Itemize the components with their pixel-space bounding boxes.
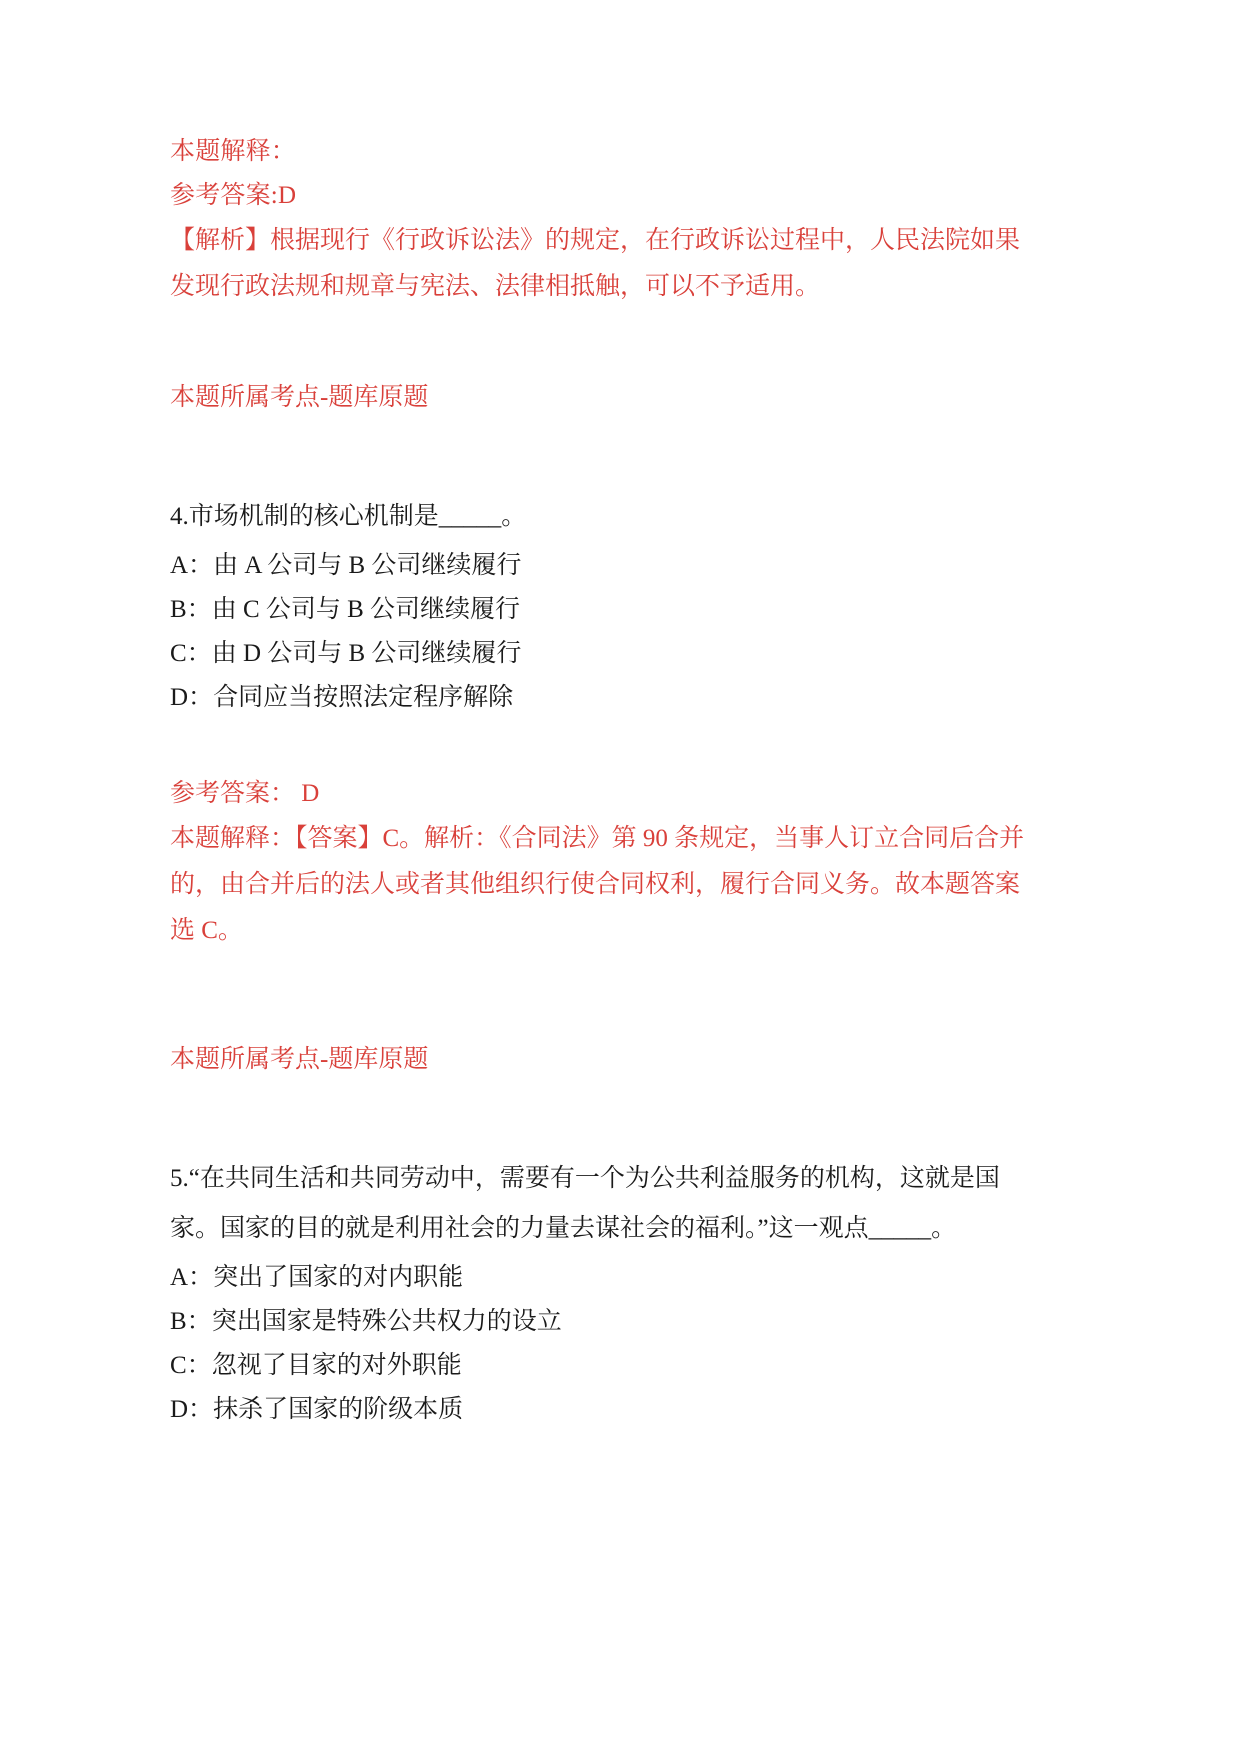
question-4-explanation-line-2: 的，由合并后的法人或者其他组织行使合同权利，履行合同义务。故本题答案 (170, 871, 1021, 898)
option-label-b: B： (170, 596, 212, 623)
source-tag-top: 本题所属考点-题库原题 (170, 384, 429, 411)
option-label-d: D： (170, 684, 214, 711)
option-label-c: C： (170, 1352, 212, 1379)
option-text-b: 突出国家是特殊公共权力的设立 (211, 1308, 562, 1335)
question-4-explanation-line-3: 选 C。 (170, 917, 243, 944)
question-4-option-d (170, 676, 1070, 720)
option-text-d: 抹杀了国家的阶级本质 (213, 1396, 464, 1423)
question-4-explanation-line-1: 本题解释：【答案】C。解析：《合同法》第 90 条规定，当事人订立合同后合并 (170, 825, 1025, 852)
explanation-block-top (170, 130, 1070, 420)
analysis-line-2: 发现行政法规和规章与宪法、法律相抵触，可以不予适用。 (170, 273, 821, 300)
question-4-stem: 4.市场机制的核心机制是_____。 (170, 503, 527, 530)
question-4-option-b (170, 588, 1070, 632)
question-4-answer: 参考答案： D (170, 780, 320, 807)
question-5-stem-line-2: 家。国家的目的就是利用社会的力量去谋社会的福利。”这一观点_____。 (170, 1215, 957, 1242)
option-text-c: 忽视了目家的对外职能 (211, 1352, 462, 1379)
option-text-d: 合同应当按照法定程序解除 (213, 684, 514, 711)
reference-answer-label: 参考答案:D (170, 182, 297, 209)
analysis-line-1: 【解析】根据现行《行政诉讼法》的规定，在行政诉讼过程中，人民法院如果 (170, 227, 1021, 254)
question-5-stem-line-1: 5.“在共同生活和共同劳动中，需要有一个为公共利益服务的机构，这就是国 (170, 1165, 1000, 1192)
option-label-d: D： (170, 1396, 214, 1423)
explanation-label: 本题解释： (170, 138, 297, 165)
option-text-b: 由 C 公司与 B 公司继续履行 (211, 596, 521, 623)
question-4-option-a (170, 544, 1070, 588)
question-5-option-c (170, 1344, 1070, 1388)
option-text-a: 由 A 公司与 B 公司继续履行 (213, 552, 522, 579)
option-label-c: C： (170, 640, 212, 667)
question-5-option-d (170, 1388, 1070, 1432)
option-text-c: 由 D 公司与 B 公司继续履行 (211, 640, 522, 667)
question-5-option-a (170, 1256, 1070, 1300)
question-4-answer-block (170, 772, 1070, 1082)
option-label-b: B： (170, 1308, 212, 1335)
option-label-a: A： (170, 1264, 214, 1291)
question-4-option-c (170, 632, 1070, 676)
question-5 (170, 1156, 1070, 1432)
question-4 (170, 494, 1070, 1082)
option-label-a: A： (170, 552, 214, 579)
question-5-option-b (170, 1300, 1070, 1344)
source-tag-question-4: 本题所属考点-题库原题 (170, 1046, 429, 1073)
option-text-a: 突出了国家的对内职能 (213, 1264, 464, 1291)
